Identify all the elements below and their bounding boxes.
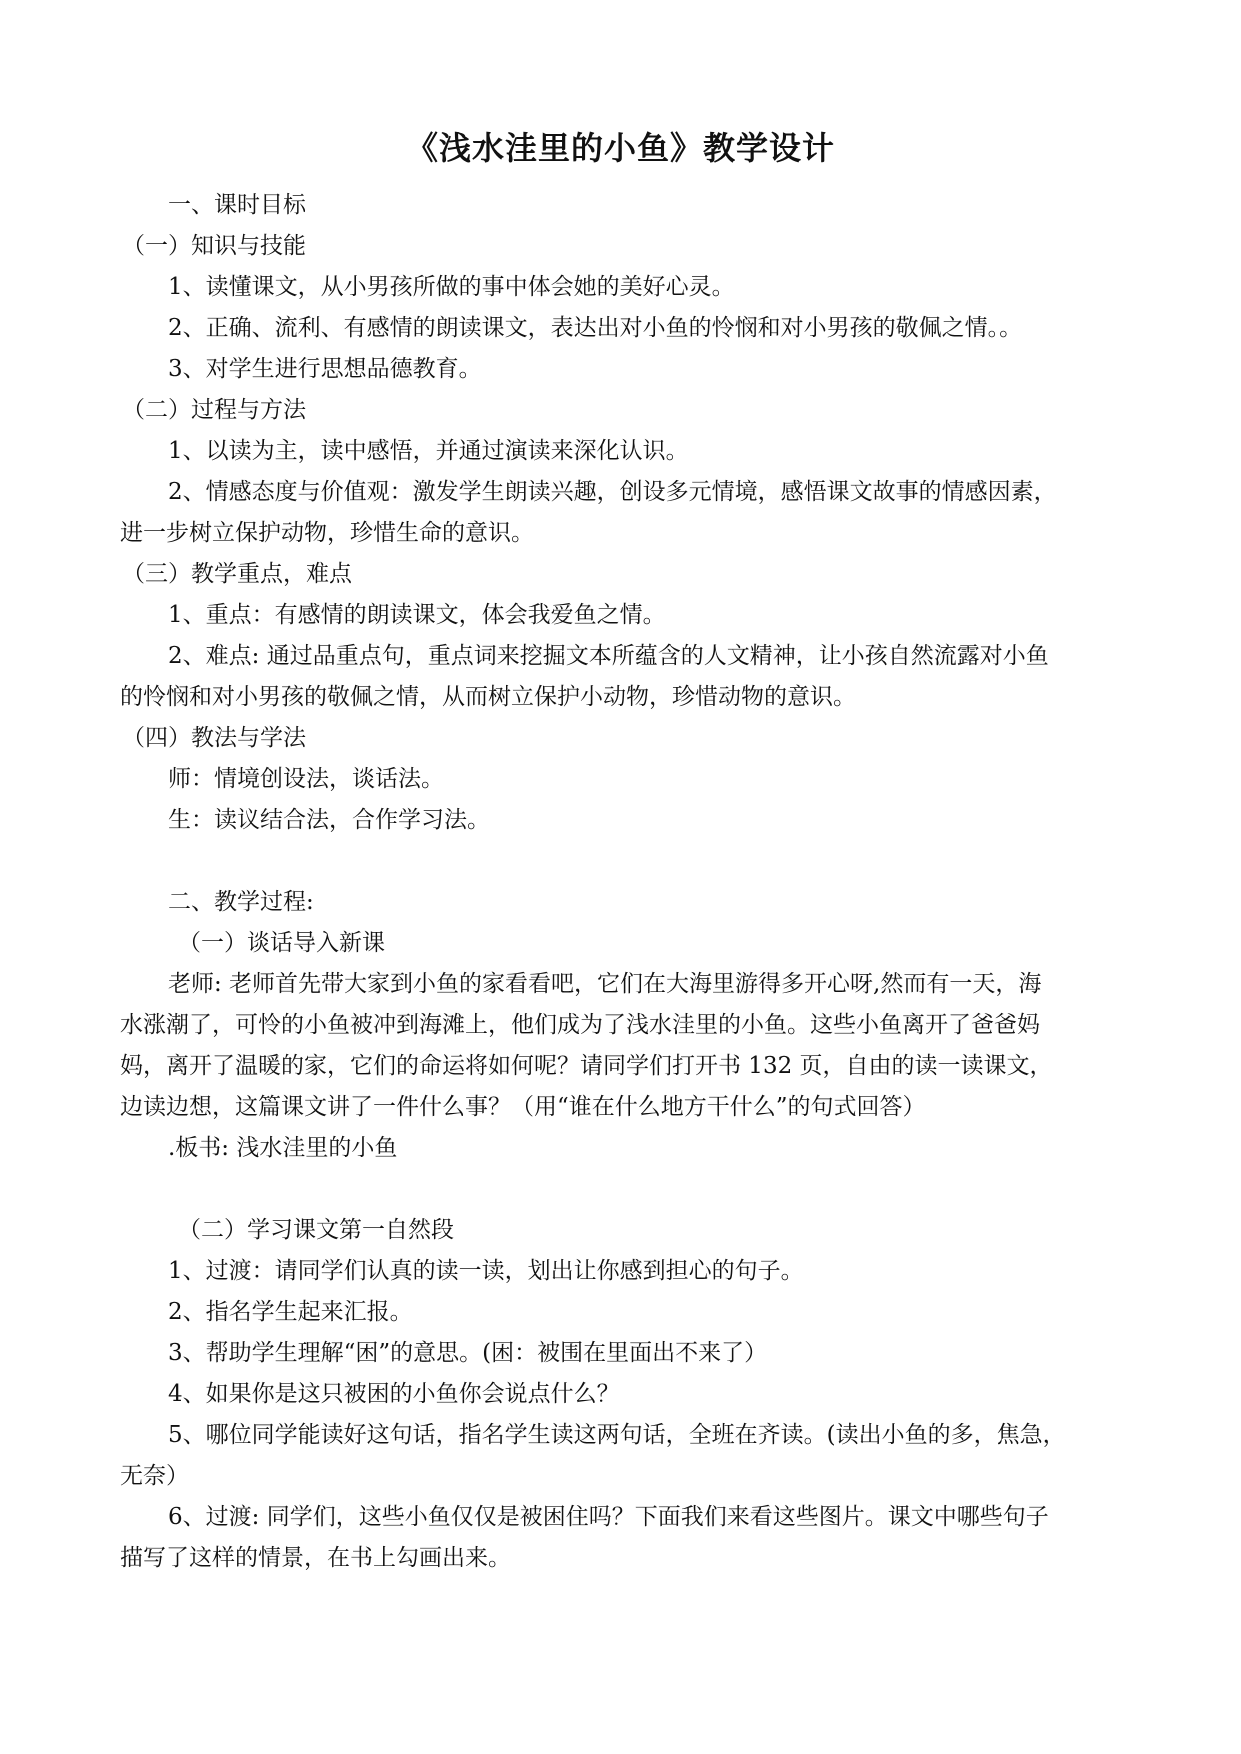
document-title: 《浅水洼里的小鱼》教学设计: [405, 129, 835, 167]
paragraph-line: 生：读议结合法，合作学习法。: [168, 807, 490, 833]
paragraph-line: 3、帮助学生理解“困”的意思。(困：被围在里面出不来了）: [168, 1340, 768, 1366]
paragraph-line: 妈，离开了温暖的家，它们的命运将如何呢？请同学们打开书 132 页，自由的读一读课文，: [120, 1053, 1053, 1079]
section-heading-teaching-process: 二、教学过程:: [168, 889, 314, 915]
paragraph-line: 2、正确、流利、有感情的朗读课文，表达出对小鱼的怜悯和对小男孩的敬佩之情。。: [168, 315, 1023, 341]
paragraph-line: 进一步树立保护动物，珍惜生命的意识。: [120, 520, 534, 546]
subsection-heading-process: （二）过程与方法: [122, 397, 306, 423]
paragraph-line: 5、哪位同学能读好这句话，指名学生读这两句话，全班在齐读。(读出小鱼的多，焦急，: [168, 1422, 1066, 1448]
subsection-heading-key-points: （三）教学重点，难点: [122, 561, 352, 587]
paragraph-line: 的怜悯和对小男孩的敬佩之情，从而树立保护小动物，珍惜动物的意识。: [120, 684, 856, 710]
paragraph-line: 1、重点：有感情的朗读课文，体会我爱鱼之情。: [168, 602, 666, 628]
paragraph-line: 6、过渡: 同学们，这些小鱼仅仅是被困住吗？下面我们来看这些图片。课文中哪些句子: [168, 1504, 1049, 1530]
paragraph-line: 水涨潮了，可怜的小鱼被冲到海滩上，他们成为了浅水洼里的小鱼。这些小鱼离开了爸爸妈: [120, 1012, 1040, 1038]
section-heading-objectives: 一、课时目标: [168, 192, 306, 218]
paragraph-line: 1、过渡：请同学们认真的读一读，划出让你感到担心的句子。: [168, 1258, 804, 1284]
paragraph-line: 老师: 老师首先带大家到小鱼的家看看吧，它们在大海里游得多开心呀,然而有一天，海: [168, 971, 1042, 997]
paragraph-line: 2、情感态度与价值观：激发学生朗读兴趣，创设多元情境，感悟课文故事的情感因素，: [168, 479, 1057, 505]
paragraph-line: 无奈）: [120, 1463, 189, 1489]
paragraph-line: 1、以读为主，读中感悟，并通过演读来深化认识。: [168, 438, 689, 464]
paragraph-line: 3、对学生进行思想品德教育。: [168, 356, 482, 382]
subsection-heading-paragraph-one: （二）学习课文第一自然段: [178, 1217, 454, 1243]
paragraph-line: 边读边想，这篇课文讲了一件什么事？（用“谁在什么地方干什么”的句式回答）: [120, 1094, 926, 1120]
paragraph-line: 2、指名学生起来汇报。: [168, 1299, 413, 1325]
paragraph-line: 师：情境创设法，谈话法。: [168, 766, 444, 792]
subsection-heading-knowledge: （一）知识与技能: [122, 233, 306, 259]
paragraph-line: 描写了这样的情景，在书上勾画出来。: [120, 1545, 511, 1571]
paragraph-line: 4、如果你是这只被困的小鱼你会说点什么？: [168, 1381, 620, 1407]
paragraph-line: 1、读懂课文，从小男孩所做的事中体会她的美好心灵。: [168, 274, 735, 300]
blackboard-note: .板书: 浅水洼里的小鱼: [168, 1135, 398, 1161]
paragraph-line: 2、难点: 通过品重点句，重点词来挖掘文本所蕴含的人文精神，让小孩自然流露对小鱼: [168, 643, 1049, 669]
subsection-heading-introduction: （一）谈话导入新课: [178, 930, 385, 956]
subsection-heading-methods: （四）教法与学法: [122, 725, 306, 751]
